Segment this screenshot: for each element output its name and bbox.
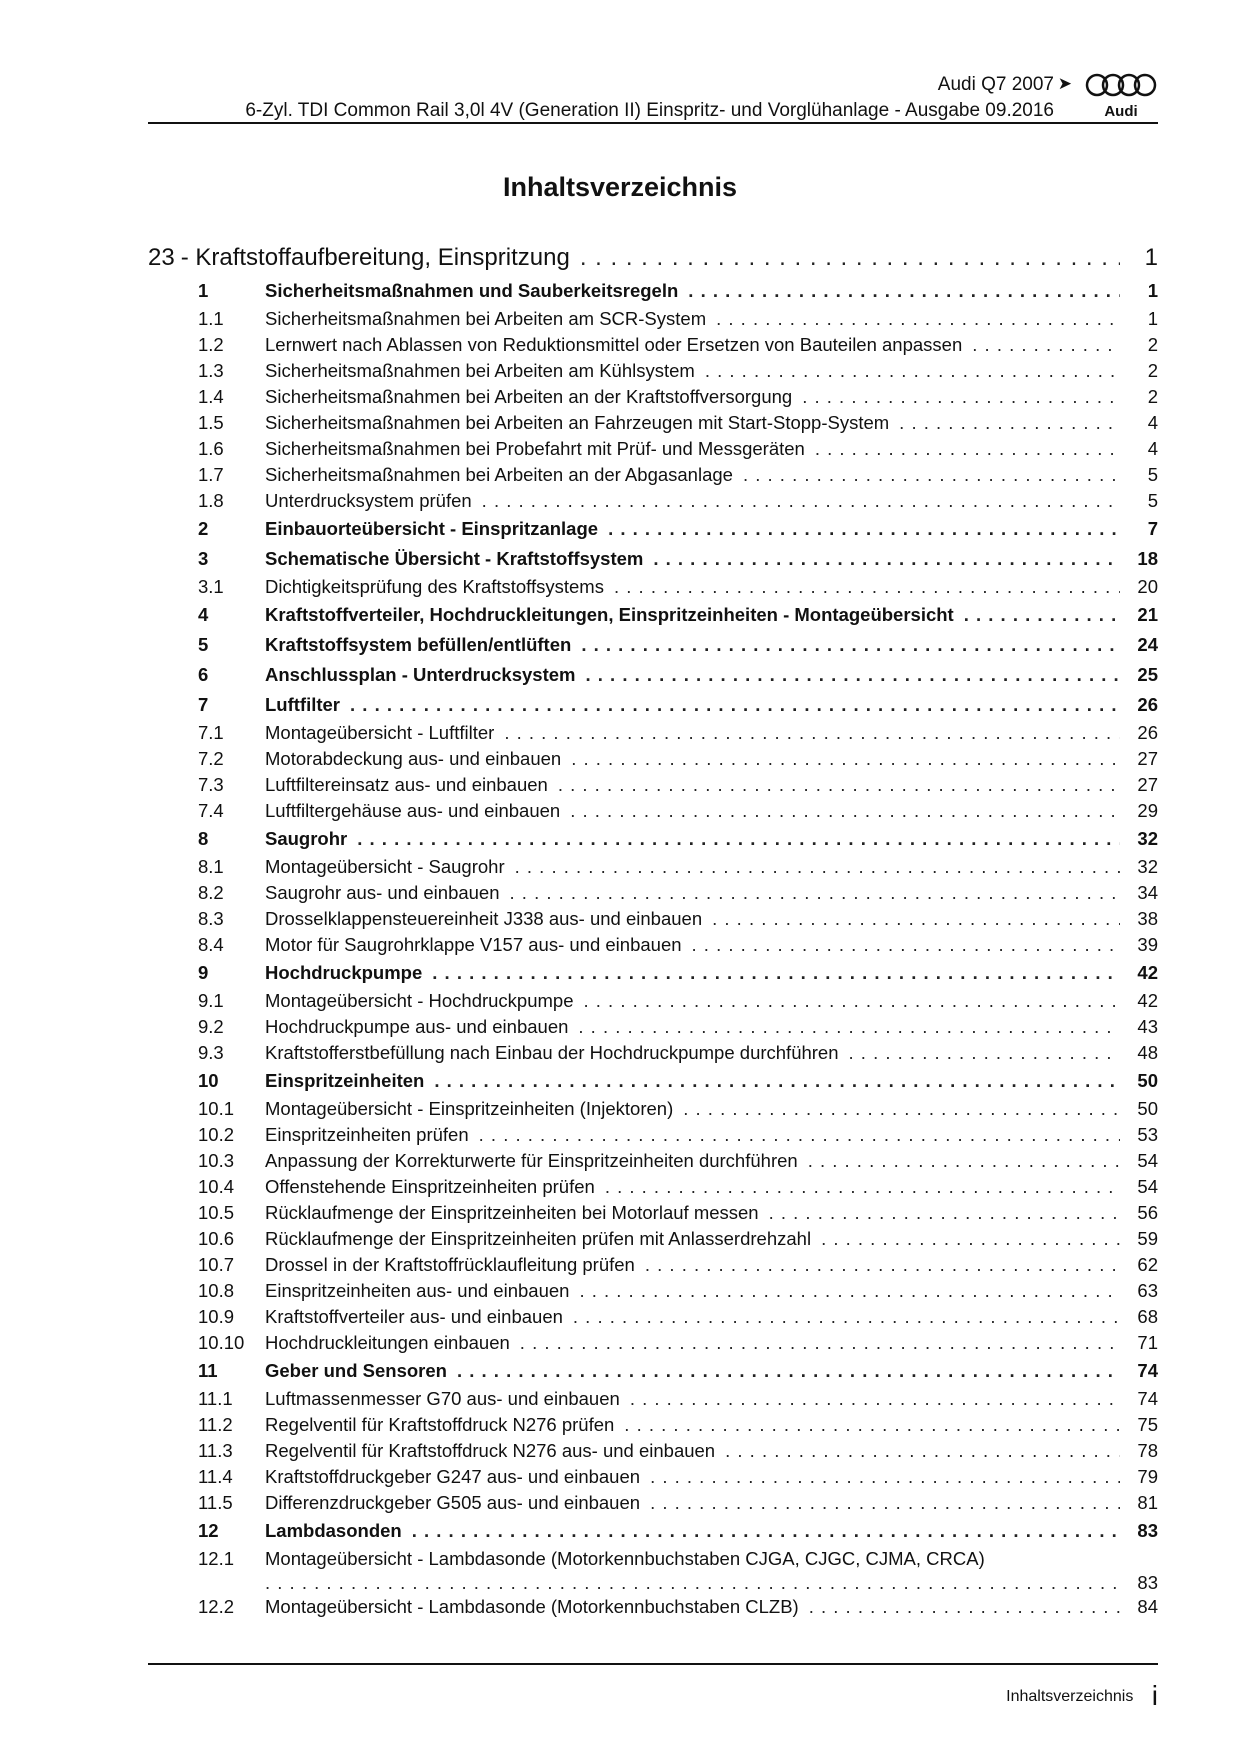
- leader-dots: [605, 1174, 1120, 1200]
- entry-title: Montageübersicht - Saugrohr: [265, 856, 505, 877]
- toc-section-entry[interactable]: [148, 1516, 1158, 1546]
- entry-title: Sicherheitsmaßnahmen bei Arbeiten am SCR-System: [265, 308, 707, 329]
- entry-title: Motor für Saugrohrklappe V157 aus- und einbauen: [265, 934, 682, 955]
- toc-subsection-entry[interactable]: [148, 1200, 1158, 1226]
- toc-subsection-entry[interactable]: [148, 746, 1158, 772]
- entry-page: 79: [1137, 1466, 1158, 1487]
- entry-page: 53: [1137, 1124, 1158, 1145]
- leader-dots: [571, 746, 1120, 772]
- entry-page: 32: [1137, 828, 1158, 849]
- entry-number: 4: [198, 604, 209, 625]
- leader-dots: [725, 1438, 1120, 1464]
- entry-page: 84: [1137, 1596, 1158, 1617]
- entry-page: 75: [1137, 1414, 1158, 1435]
- entry-page: 7: [1147, 518, 1158, 539]
- entry-number: 10.8: [198, 1280, 235, 1301]
- entry-title: Rücklaufmenge der Einspritzeinheiten prüfen mit Anlasserdrehzahl: [265, 1228, 812, 1249]
- entry-page: 78: [1137, 1440, 1158, 1461]
- toc-subsection-entry[interactable]: [148, 1594, 1158, 1620]
- leader-dots: [809, 1594, 1120, 1620]
- leader-dots: [815, 436, 1120, 462]
- entry-page: 24: [1137, 634, 1158, 655]
- entry-number: 8.2: [198, 882, 224, 903]
- leader-dots: [630, 1386, 1120, 1412]
- entry-number: 7.4: [198, 800, 224, 821]
- model-title: Audi Q7 2007: [937, 74, 1054, 95]
- entry-page: 27: [1137, 774, 1158, 795]
- toc-section-entry[interactable]: [148, 544, 1158, 574]
- toc-subsection-entry[interactable]: [148, 1096, 1158, 1122]
- toc-section-entry[interactable]: [148, 514, 1158, 544]
- toc-subsection-entry[interactable]: [148, 358, 1158, 384]
- entry-title: Einspritzeinheiten prüfen: [265, 1124, 469, 1145]
- entry-number: 10.5: [198, 1202, 235, 1223]
- entry-page: 42: [1137, 962, 1158, 983]
- entry-number: 11: [198, 1360, 218, 1381]
- leader-dots: [432, 958, 1120, 988]
- leader-dots: [849, 1040, 1120, 1066]
- arrow-icon: ➤: [1057, 74, 1072, 93]
- brand-name: Audi: [1104, 103, 1138, 120]
- entry-number: 7: [198, 694, 209, 715]
- entry-number: 1.5: [198, 412, 224, 433]
- entry-title: Regelventil für Kraftstoffdruck N276 prüfen: [265, 1414, 615, 1435]
- entry-number: 10.3: [198, 1150, 235, 1171]
- entry-title: Dichtigkeitsprüfung des Kraftstoffsystems: [265, 576, 604, 597]
- entry-number: 9: [198, 962, 209, 983]
- leader-dots: [692, 932, 1120, 958]
- leader-dots: [579, 1278, 1120, 1304]
- entry-page: 1: [1147, 280, 1158, 301]
- entry-page: 27: [1137, 748, 1158, 769]
- entry-number: 10.1: [198, 1098, 235, 1119]
- entry-number: 7.3: [198, 774, 224, 795]
- toc-subsection-entry[interactable]: [148, 1040, 1158, 1066]
- entry-title: Sicherheitsmaßnahmen bei Arbeiten am Kühlsystem: [265, 360, 695, 381]
- page-title: Inhaltsverzeichnis: [502, 172, 738, 202]
- entry-number: 10.10: [198, 1332, 245, 1353]
- entry-number: 8.4: [198, 934, 224, 955]
- leader-dots: [650, 1490, 1120, 1516]
- entry-page: 63: [1137, 1280, 1158, 1301]
- entry-title: Motorabdeckung aus- und einbauen: [265, 748, 562, 769]
- leader-dots: [350, 690, 1120, 720]
- entry-page: 74: [1137, 1360, 1158, 1381]
- entry-page: 54: [1137, 1176, 1158, 1197]
- chapter-number: 23: [148, 244, 175, 271]
- leader-dots: [482, 488, 1120, 514]
- entry-title: Offenstehende Einspritzeinheiten prüfen: [265, 1176, 595, 1197]
- leader-dots: [705, 358, 1120, 384]
- toc-subsection-entry[interactable]: [148, 306, 1158, 332]
- leader-dots: [624, 1412, 1120, 1438]
- leader-dots: [608, 514, 1120, 544]
- entry-page: 5: [1147, 464, 1158, 485]
- entry-title: Hochdruckleitungen einbauen: [265, 1332, 510, 1353]
- entry-title: Montageübersicht - Luftfilter: [265, 722, 495, 743]
- toc-section-entry[interactable]: [148, 1066, 1158, 1096]
- leader-dots: [515, 854, 1120, 880]
- page-header: [148, 68, 1158, 124]
- entry-page: 26: [1137, 722, 1158, 743]
- toc-subsection-entry[interactable]: [148, 1330, 1158, 1356]
- entry-number: 1.3: [198, 360, 224, 381]
- leader-dots: [357, 824, 1120, 854]
- entry-title: Luftfiltereinsatz aus- und einbauen: [265, 774, 548, 795]
- leader-dots: [712, 906, 1120, 932]
- entry-number: 3.1: [198, 576, 224, 597]
- audi-rings-logo-icon: [1084, 72, 1158, 120]
- leader-dots: [972, 332, 1120, 358]
- entry-page: 2: [1147, 386, 1158, 407]
- entry-number: 10.6: [198, 1228, 235, 1249]
- entry-page: 2: [1147, 334, 1158, 355]
- entry-title: Luftfiltergehäuse aus- und einbauen: [265, 800, 561, 821]
- entry-title: Einspritzeinheiten: [265, 1070, 425, 1091]
- entry-number: 11.3: [198, 1440, 233, 1461]
- entry-number: 1.8: [198, 490, 224, 511]
- entry-page: 5: [1147, 490, 1158, 511]
- table-of-contents: [148, 240, 1158, 1620]
- entry-title: Montageübersicht - Hochdruckpumpe: [265, 990, 574, 1011]
- leader-dots: [479, 1122, 1120, 1148]
- toc-section-entry[interactable]: [148, 958, 1158, 988]
- entry-page: 74: [1137, 1388, 1158, 1409]
- entry-number: 10: [198, 1070, 219, 1091]
- entry-number: 8: [198, 828, 209, 849]
- toc-subsection-entry[interactable]: [148, 880, 1158, 906]
- leader-dots: [614, 574, 1120, 600]
- toc-section-entry[interactable]: [148, 600, 1158, 630]
- leader-dots: [743, 462, 1120, 488]
- entry-page: 50: [1137, 1098, 1158, 1119]
- manual-subtitle: 6-Zyl. TDI Common Rail 3,0l 4V (Generation II) Einspritz- und Vorglühanlage - Ausgabe 09.2016: [245, 100, 1054, 121]
- leader-dots: [434, 1066, 1120, 1096]
- leader-dots: [585, 660, 1120, 690]
- entry-title: Montageübersicht - Lambdasonde (Motorkennbuchstaben CLZB): [265, 1596, 799, 1617]
- entry-number: 7.2: [198, 748, 224, 769]
- toc-subsection-entry[interactable]: [148, 488, 1158, 514]
- toc-subsection-entry[interactable]: [148, 1174, 1158, 1200]
- entry-number: 8.3: [198, 908, 224, 929]
- leader-dots: [808, 1148, 1120, 1174]
- entry-title: Kraftstoffsystem befüllen/entlüften: [265, 634, 572, 655]
- entry-title: Anschlussplan - Unterdrucksystem: [265, 664, 576, 685]
- toc-chapter[interactable]: [148, 240, 1158, 276]
- leader-dots: [688, 276, 1120, 306]
- toc-section-entry[interactable]: [148, 276, 1158, 306]
- page-footer: [1006, 1680, 1158, 1712]
- leader-dots: [653, 544, 1120, 574]
- leader-dots: [964, 600, 1120, 630]
- toc-subsection-entry[interactable]: [148, 1252, 1158, 1278]
- toc-subsection-entry[interactable]: [148, 798, 1158, 824]
- entry-title: Unterdrucksystem prüfen: [265, 490, 472, 511]
- entry-page: 42: [1137, 990, 1158, 1011]
- entry-number: 10.4: [198, 1176, 235, 1197]
- entry-title: Drossel in der Kraftstoffrücklaufleitung prüfen: [265, 1254, 635, 1275]
- entry-title: Sicherheitsmaßnahmen bei Arbeiten an der Abgasanlage: [265, 464, 733, 485]
- toc-subsection-entry[interactable]: [148, 854, 1158, 880]
- entry-page: 71: [1137, 1332, 1158, 1353]
- leader-dots: [584, 988, 1121, 1014]
- toc-subsection-entry[interactable]: [148, 1412, 1158, 1438]
- leader-dots: [899, 410, 1120, 436]
- leader-dots: [650, 1464, 1120, 1490]
- entry-number: 5: [198, 634, 209, 655]
- entry-title: Montageübersicht - Lambdasonde (Motorkennbuchstaben CJGA, CJGC, CJMA, CRCA): [265, 1548, 985, 1569]
- entry-page: 50: [1137, 1070, 1158, 1091]
- entry-title: Anpassung der Korrekturwerte für Einspritzeinheiten durchführen: [265, 1150, 798, 1171]
- leader-dots: [581, 630, 1120, 660]
- entry-number: 9.2: [198, 1016, 224, 1037]
- entry-page: 59: [1137, 1228, 1158, 1249]
- toc-subsection-entry[interactable]: [148, 1490, 1158, 1516]
- entry-number: 10.9: [198, 1306, 235, 1327]
- entry-number: 3: [198, 548, 209, 569]
- entry-page: 83: [1137, 1520, 1158, 1541]
- entry-number: 1.6: [198, 438, 224, 459]
- entry-page: 29: [1137, 800, 1158, 821]
- entry-title: Luftmassenmesser G70 aus- und einbauen: [265, 1388, 620, 1409]
- entry-title: Lambdasonden: [265, 1520, 402, 1541]
- leader-dots: [578, 1014, 1120, 1040]
- entry-page: 56: [1137, 1202, 1158, 1223]
- toc-subsection-entry[interactable]: [148, 1546, 1158, 1594]
- leader-dots: [412, 1516, 1120, 1546]
- entry-number: 1.4: [198, 386, 224, 407]
- toc-subsection-entry[interactable]: [148, 332, 1158, 358]
- toc-subsection-entry[interactable]: [148, 720, 1158, 746]
- entry-number: 1.2: [198, 334, 224, 355]
- entry-page: 1: [1147, 308, 1158, 329]
- toc-subsection-entry[interactable]: [148, 462, 1158, 488]
- entry-number: 12.1: [198, 1548, 235, 1569]
- toc-subsection-entry[interactable]: [148, 932, 1158, 958]
- entry-page: 25: [1137, 664, 1158, 685]
- footer-rule: [148, 1663, 1158, 1665]
- entry-page: 18: [1137, 548, 1158, 569]
- entry-title: Einspritzeinheiten aus- und einbauen: [265, 1280, 570, 1301]
- entry-number: 9.3: [198, 1042, 224, 1063]
- entry-title: Rücklaufmenge der Einspritzeinheiten bei Motorlauf messen: [265, 1202, 759, 1223]
- entry-title: Sicherheitsmaßnahmen und Sauberkeitsregeln: [265, 280, 679, 301]
- entry-number: 8.1: [198, 856, 224, 877]
- toc-subsection-entry[interactable]: [148, 1438, 1158, 1464]
- toc-subsection-entry[interactable]: [148, 436, 1158, 462]
- leader-dots: [520, 1330, 1120, 1356]
- toc-section-entry[interactable]: [148, 630, 1158, 660]
- leader-dots: [645, 1252, 1120, 1278]
- leader-dots: [769, 1200, 1120, 1226]
- entry-page: 83: [1137, 1572, 1158, 1593]
- entry-page: 81: [1137, 1492, 1158, 1513]
- entry-number: 6: [198, 664, 209, 685]
- entry-title: Kraftstofferstbefüllung nach Einbau der Hochdruckpumpe durchführen: [265, 1042, 839, 1063]
- toc-subsection-entry[interactable]: [148, 1148, 1158, 1174]
- leader-dots: [558, 772, 1120, 798]
- entry-title: Lernwert nach Ablassen von Reduktionsmittel oder Ersetzen von Bauteilen anpassen: [265, 334, 963, 355]
- leader-dots: [265, 1572, 1120, 1594]
- entry-title: Schematische Übersicht - Kraftstoffsystem: [265, 548, 644, 569]
- entry-page: 4: [1147, 438, 1158, 459]
- entry-title: Sicherheitsmaßnahmen bei Arbeiten an Fahrzeugen mit Start-Stopp-System: [265, 412, 890, 433]
- entry-title: Einbauorteübersicht - Einspritzanlage: [265, 518, 599, 539]
- leader-dots: [573, 1304, 1120, 1330]
- entry-title: Hochdruckpumpe: [265, 962, 423, 983]
- toc-subsection-entry[interactable]: [148, 1278, 1158, 1304]
- entry-title: Kraftstoffverteiler aus- und einbauen: [265, 1306, 563, 1327]
- leader-dots: [802, 384, 1120, 410]
- toc-subsection-entry[interactable]: [148, 772, 1158, 798]
- entry-page: 62: [1137, 1254, 1158, 1275]
- entry-number: 1.1: [198, 308, 224, 329]
- entry-page: 39: [1137, 934, 1158, 955]
- toc-subsection-entry[interactable]: [148, 384, 1158, 410]
- footer-label: Inhaltsverzeichnis: [1006, 1688, 1134, 1705]
- entry-page: 68: [1137, 1306, 1158, 1327]
- entry-title: Sicherheitsmaßnahmen bei Arbeiten an der Kraftstoffversorgung: [265, 386, 793, 407]
- entry-title: Montageübersicht - Einspritzeinheiten (Injektoren): [265, 1098, 674, 1119]
- entry-title: Sicherheitsmaßnahmen bei Probefahrt mit Prüf- und Messgeräten: [265, 438, 805, 459]
- entry-number: 1: [198, 280, 209, 301]
- entry-number: 10.2: [198, 1124, 235, 1145]
- toc-subsection-entry[interactable]: [148, 1386, 1158, 1412]
- entry-title: Kraftstoffverteiler, Hochdruckleitungen, Einspritzeinheiten - Montageübersicht: [265, 604, 954, 625]
- toc-section-entry[interactable]: [148, 1356, 1158, 1386]
- entry-page: 4: [1147, 412, 1158, 433]
- chapter-page: 1: [1144, 244, 1158, 271]
- chapter-title: - Kraftstoffaufbereitung, Einspritzung: [180, 244, 570, 271]
- toc-section-entry[interactable]: [148, 660, 1158, 690]
- footer-page-number: i: [1151, 1680, 1158, 1711]
- entry-page: 38: [1137, 908, 1158, 929]
- toc-subsection-entry[interactable]: [148, 410, 1158, 436]
- leader-dots: [821, 1226, 1120, 1252]
- entry-number: 11.2: [198, 1414, 233, 1435]
- entry-page: 34: [1137, 882, 1158, 903]
- entry-page: 54: [1137, 1150, 1158, 1171]
- toc-subsection-entry[interactable]: [148, 574, 1158, 600]
- entry-page: 26: [1137, 694, 1158, 715]
- entry-number: 2: [198, 518, 209, 539]
- entry-number: 9.1: [198, 990, 224, 1011]
- entry-title: Differenzdruckgeber G505 aus- und einbauen: [265, 1492, 641, 1513]
- entry-page: 48: [1137, 1042, 1158, 1063]
- toc-section-entry[interactable]: [148, 824, 1158, 854]
- leader-dots: [510, 880, 1120, 906]
- toc-subsection-entry[interactable]: [148, 1304, 1158, 1330]
- entry-page: 2: [1147, 360, 1158, 381]
- entry-title: Luftfilter: [265, 694, 341, 715]
- entry-page: 20: [1137, 576, 1158, 597]
- entry-title: Geber und Sensoren: [265, 1360, 447, 1381]
- toc-section-entry[interactable]: [148, 690, 1158, 720]
- entry-title: Kraftstoffdruckgeber G247 aus- und einbauen: [265, 1466, 641, 1487]
- entry-page: 21: [1137, 604, 1158, 625]
- toc-subsection-entry[interactable]: [148, 906, 1158, 932]
- header-rule: [148, 122, 1158, 124]
- entry-number: 7.1: [198, 722, 224, 743]
- leader-dots: [580, 240, 1120, 276]
- entry-page: 32: [1137, 856, 1158, 877]
- toc-subsection-entry[interactable]: [148, 1464, 1158, 1490]
- entry-number: 10.7: [198, 1254, 235, 1275]
- entry-title: Regelventil für Kraftstoffdruck N276 aus- und einbauen: [265, 1440, 716, 1461]
- entry-number: 12: [198, 1520, 219, 1541]
- toc-subsection-entry[interactable]: [148, 1226, 1158, 1252]
- entry-title: Saugrohr: [265, 828, 348, 849]
- leader-dots: [504, 720, 1120, 746]
- entry-number: 12.2: [198, 1596, 235, 1617]
- entry-page: 43: [1137, 1016, 1158, 1037]
- toc-subsection-entry[interactable]: [148, 1014, 1158, 1040]
- toc-subsection-entry[interactable]: [148, 988, 1158, 1014]
- entry-title: Hochdruckpumpe aus- und einbauen: [265, 1016, 569, 1037]
- entry-title: Drosselklappensteuereinheit J338 aus- und einbauen: [265, 908, 703, 929]
- leader-dots: [716, 306, 1120, 332]
- leader-dots: [570, 798, 1120, 824]
- leader-dots: [683, 1096, 1120, 1122]
- leader-dots: [457, 1356, 1120, 1386]
- toc-subsection-entry[interactable]: [148, 1122, 1158, 1148]
- entry-title: Saugrohr aus- und einbauen: [265, 882, 500, 903]
- entry-number: 1.7: [198, 464, 224, 485]
- entry-number: 11.1: [198, 1388, 233, 1409]
- entry-number: 11.5: [198, 1492, 233, 1513]
- entry-number: 11.4: [198, 1466, 233, 1487]
- toc-entries: [148, 276, 1158, 1620]
